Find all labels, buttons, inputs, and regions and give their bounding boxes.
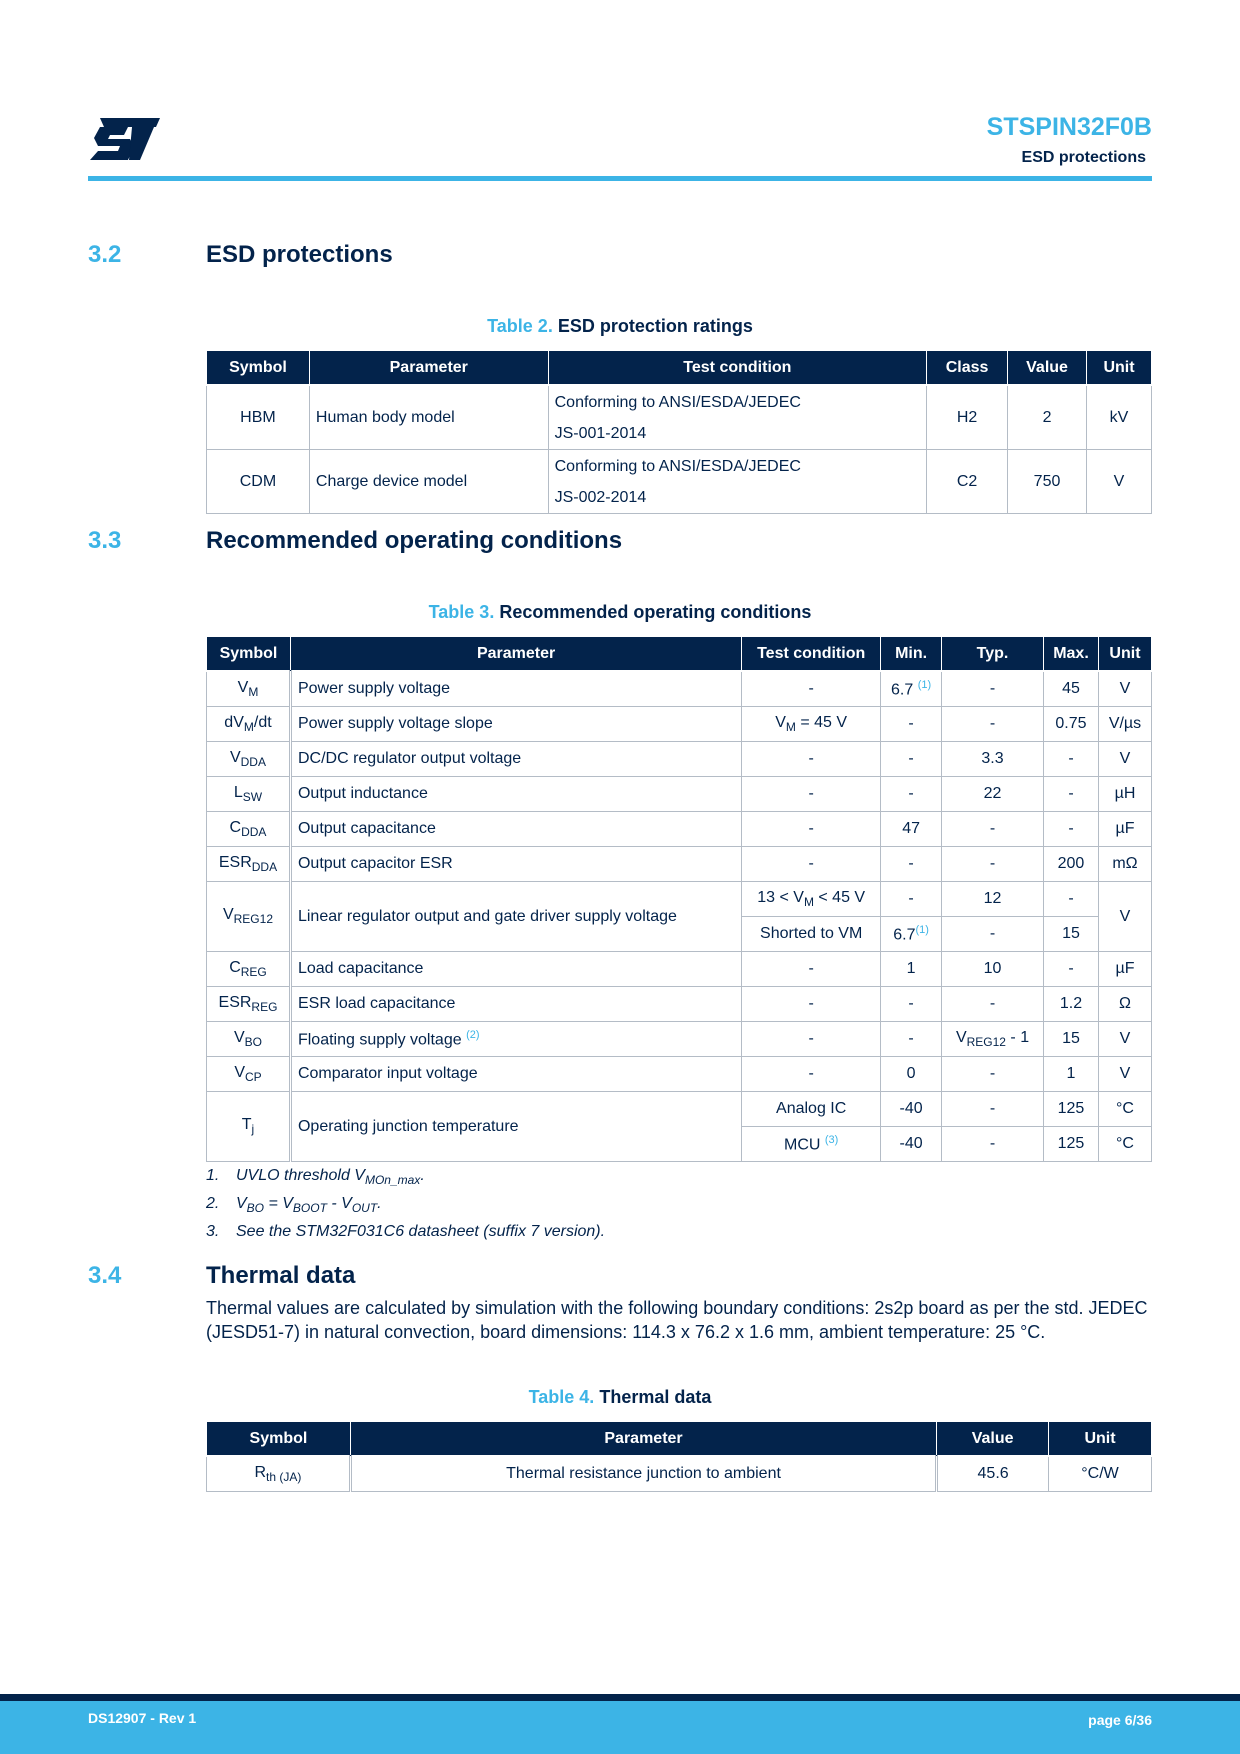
min-cell: - — [881, 882, 942, 917]
col-header: Parameter — [309, 351, 548, 386]
condition-cell: - — [742, 1022, 881, 1057]
symbol-cell: $T_j$ — [207, 1092, 291, 1162]
typ-cell: $V_{REG12} - 1$ — [942, 1022, 1044, 1057]
col-header: Class — [927, 351, 1008, 386]
table-row — [207, 671, 1152, 707]
col-header: Symbol — [207, 1422, 351, 1457]
min-cell: -40 — [881, 1092, 942, 1127]
unit-cell: V — [1087, 450, 1152, 514]
parameter-cell: Floating supply voltage $^{(2)}$ — [290, 1022, 741, 1057]
min-cell: -40 — [881, 1127, 942, 1162]
unit-cell: °C/W — [1049, 1456, 1152, 1492]
section-number: 3.2 — [88, 241, 122, 268]
symbol-cell: $V_M$ — [207, 671, 291, 707]
table-caption — [0, 316, 1240, 337]
page-number: page 6/36 — [1088, 1712, 1152, 1728]
min-cell: 0 — [881, 1057, 942, 1092]
min-cell: - — [881, 987, 942, 1022]
parameter-cell: Charge device model — [309, 450, 548, 514]
header-title: STSPIN32F0B — [986, 113, 1152, 141]
parameter-cell: Operating junction temperature — [290, 1092, 741, 1162]
typ-cell: - — [942, 1057, 1044, 1092]
symbol-cell: $C_{DDA}$ — [207, 812, 291, 847]
parameter-cell: Load capacitance — [290, 952, 741, 987]
condition-line: JS-001-2014 — [554, 424, 647, 442]
parameter-cell: Output capacitance — [290, 812, 741, 847]
symbol-cell: $V_{BO}$ — [207, 1022, 291, 1057]
table-title: Recommended operating conditions — [499, 602, 812, 622]
footnote-ref: (2) — [466, 1028, 480, 1041]
col-header: Value — [1008, 351, 1087, 386]
max-cell: 125 — [1043, 1092, 1098, 1127]
max-cell: - — [1043, 777, 1098, 812]
col-header: Symbol — [207, 351, 310, 386]
table-row — [207, 952, 1152, 987]
header-rule — [88, 176, 1152, 181]
typ-cell: - — [942, 1092, 1044, 1127]
table-row — [207, 987, 1152, 1022]
class-cell: C2 — [927, 450, 1008, 514]
unit-cell: °C — [1098, 1127, 1151, 1162]
min-cell: 47 — [881, 812, 942, 847]
max-cell: 1 — [1043, 1057, 1098, 1092]
footnote-ref: (3) — [824, 1133, 839, 1146]
symbol-cell: $V_{CP}$ — [207, 1057, 291, 1092]
table-row — [207, 812, 1152, 847]
table-header-row — [207, 637, 1152, 672]
condition-cell: - — [742, 812, 881, 847]
table-row — [207, 1092, 1152, 1127]
unit-cell: V — [1098, 882, 1151, 952]
symbol-cell: $C_{REG}$ — [207, 952, 291, 987]
max-cell: 45 — [1043, 671, 1098, 707]
table-row — [207, 385, 1152, 450]
table-header-row — [207, 351, 1152, 386]
section-number: 3.4 — [88, 1262, 122, 1289]
condition-cell: $13 < V_M < 45$ V — [742, 882, 881, 917]
min-cell: 1 — [881, 952, 942, 987]
table-row — [207, 450, 1152, 514]
table-row — [207, 1456, 1152, 1492]
typ-cell: - — [942, 812, 1044, 847]
symbol-cell: $ESR_{DDA}$ — [207, 847, 291, 882]
table-row — [207, 742, 1152, 777]
symbol-cell: HBM — [207, 385, 310, 450]
parameter-cell: Linear regulator output and gate driver supply voltage — [290, 882, 741, 952]
footnote: 1. UVLO threshold $V_{MOn\_max}$. — [206, 1167, 425, 1188]
typ-cell: 3.3 — [942, 742, 1044, 777]
condition-cell — [548, 450, 927, 514]
parameter-cell: Output capacitor ESR — [290, 847, 741, 882]
typ-cell: - — [942, 1127, 1044, 1162]
header-subtitle: ESD protections — [1021, 149, 1146, 166]
condition-cell: - — [742, 952, 881, 987]
footer-rule — [0, 1694, 1240, 1701]
parameter-cell: DC/DC regulator output voltage — [290, 742, 741, 777]
min-cell: - — [881, 1022, 942, 1057]
condition-cell: MCU $^{(3)}$ — [742, 1127, 881, 1162]
parameter-cell: Power supply voltage slope — [290, 707, 741, 742]
unit-cell: kV — [1087, 385, 1152, 450]
footnote-ref: (1) — [917, 678, 932, 691]
unit-cell: V/µs — [1098, 707, 1151, 742]
symbol-cell: $V_{DDA}$ — [207, 742, 291, 777]
symbol-cell: $ESR_{REG}$ — [207, 987, 291, 1022]
col-header: Max. — [1043, 637, 1098, 672]
col-header: Value — [937, 1422, 1049, 1457]
unit-cell: Ω — [1098, 987, 1151, 1022]
footnotes — [206, 1167, 605, 1251]
max-cell: 1.2 — [1043, 987, 1098, 1022]
table-label: Table 3. — [428, 602, 495, 622]
table-row — [207, 1022, 1152, 1057]
table-caption — [0, 1387, 1240, 1408]
parameter-cell: ESR load capacitance — [290, 987, 741, 1022]
unit-cell: °C — [1098, 1092, 1151, 1127]
st-logo-icon — [88, 118, 160, 160]
value-cell: 2 — [1008, 385, 1087, 450]
max-cell: - — [1043, 952, 1098, 987]
unit-cell: µH — [1098, 777, 1151, 812]
min-cell: - — [881, 742, 942, 777]
symbol-cell: $R_{th (JA)}$ — [207, 1456, 351, 1492]
unit-cell: V — [1098, 1022, 1151, 1057]
typ-cell: - — [942, 707, 1044, 742]
condition-cell: Analog IC — [742, 1092, 881, 1127]
col-header: Test condition — [742, 637, 881, 672]
unit-cell: V — [1098, 671, 1151, 707]
condition-cell: - — [742, 742, 881, 777]
value-cell: 750 — [1008, 450, 1087, 514]
max-cell: 0.75 — [1043, 707, 1098, 742]
max-cell: - — [1043, 812, 1098, 847]
table-row — [207, 847, 1152, 882]
condition-line: Conforming to ANSI/ESDA/JEDEC — [554, 393, 801, 411]
footnote: 2. $V_{BO} = V_{BOOT} - V_{OUT}$. — [206, 1195, 382, 1216]
table-row — [207, 1057, 1152, 1092]
unit-cell: V — [1098, 1057, 1151, 1092]
col-header: Test condition — [548, 351, 927, 386]
footnote-ref: (1) — [915, 923, 929, 936]
min-cell: 6.7 $^{(1)}$ — [881, 671, 942, 707]
section-title: Recommended operating conditions — [206, 527, 623, 554]
value-cell: 45.6 — [937, 1456, 1049, 1492]
parameter-cell: Thermal resistance junction to ambient — [350, 1456, 936, 1492]
table-row — [207, 707, 1152, 742]
parameter-cell: Output inductance — [290, 777, 741, 812]
unit-cell: V — [1098, 742, 1151, 777]
col-header: Unit — [1087, 351, 1152, 386]
document-id: DS12907 - Rev 1 — [88, 1710, 197, 1726]
condition-line: JS-002-2014 — [554, 488, 647, 506]
typ-cell: - — [942, 987, 1044, 1022]
col-header: Unit — [1049, 1422, 1152, 1457]
class-cell: H2 — [927, 385, 1008, 450]
thermal-paragraph: Thermal values are calculated by simulation with the following boundary conditions: 2s2p board as per the std. JEDEC (JESD51-7) in natural convection, board dimensions: 114.3 x 76.2 x 1.6 mm, ambient temperature: 25 °C. — [206, 1298, 1148, 1342]
typ-cell: 10 — [942, 952, 1044, 987]
col-header: Min. — [881, 637, 942, 672]
min-cell: - — [881, 847, 942, 882]
min-cell: 6.7$^{(1)}$ — [881, 917, 942, 952]
condition-cell: $V_M = 45$ V — [742, 707, 881, 742]
condition-cell: Shorted to VM — [742, 917, 881, 952]
col-header: Parameter — [290, 637, 741, 672]
typ-cell: - — [942, 847, 1044, 882]
operating-conditions-table — [206, 636, 1152, 1162]
condition-cell: - — [742, 847, 881, 882]
condition-cell: - — [742, 671, 881, 707]
condition-cell: - — [742, 777, 881, 812]
max-cell: 15 — [1043, 1022, 1098, 1057]
parameter-cell: Power supply voltage — [290, 671, 741, 707]
col-header: Typ. — [942, 637, 1044, 672]
col-header: Symbol — [207, 637, 291, 672]
min-cell: - — [881, 777, 942, 812]
section-number: 3.3 — [88, 527, 122, 554]
typ-cell: - — [942, 671, 1044, 707]
condition-cell: - — [742, 1057, 881, 1092]
table-title: Thermal data — [599, 1387, 712, 1407]
section-title: ESD protections — [206, 241, 393, 268]
condition-cell — [548, 385, 927, 450]
table-title: ESD protection ratings — [557, 316, 753, 336]
symbol-cell: $dV_M/dt$ — [207, 707, 291, 742]
table-row — [207, 882, 1152, 917]
max-cell: 125 — [1043, 1127, 1098, 1162]
section-title: Thermal data — [206, 1262, 356, 1289]
unit-cell: µF — [1098, 952, 1151, 987]
typ-cell: - — [942, 917, 1044, 952]
typ-cell: 22 — [942, 777, 1044, 812]
typ-cell: 12 — [942, 882, 1044, 917]
max-cell: - — [1043, 742, 1098, 777]
condition-line: Conforming to ANSI/ESDA/JEDEC — [554, 457, 801, 475]
parameter-cell: Human body model — [309, 385, 548, 450]
max-cell: 15 — [1043, 917, 1098, 952]
table-label: Table 4. — [528, 1387, 595, 1407]
table-caption — [0, 602, 1240, 623]
footnote: 3. See the STM32F031C6 datasheet (suffix 7 version). — [206, 1223, 606, 1240]
table-row — [207, 777, 1152, 812]
symbol-cell: CDM — [207, 450, 310, 514]
footer-band — [0, 1701, 1240, 1754]
esd-table — [206, 350, 1152, 514]
condition-cell: - — [742, 987, 881, 1022]
col-header: Parameter — [350, 1422, 936, 1457]
table-header-row — [207, 1422, 1152, 1457]
symbol-cell: $L_{SW}$ — [207, 777, 291, 812]
col-header: Unit — [1098, 637, 1151, 672]
unit-cell: mΩ — [1098, 847, 1151, 882]
symbol-cell: $V_{REG12}$ — [207, 882, 291, 952]
parameter-cell: Comparator input voltage — [290, 1057, 741, 1092]
table-label: Table 2. — [487, 316, 553, 336]
max-cell: 200 — [1043, 847, 1098, 882]
thermal-table — [206, 1421, 1152, 1492]
unit-cell: µF — [1098, 812, 1151, 847]
min-cell: - — [881, 707, 942, 742]
max-cell: - — [1043, 882, 1098, 917]
